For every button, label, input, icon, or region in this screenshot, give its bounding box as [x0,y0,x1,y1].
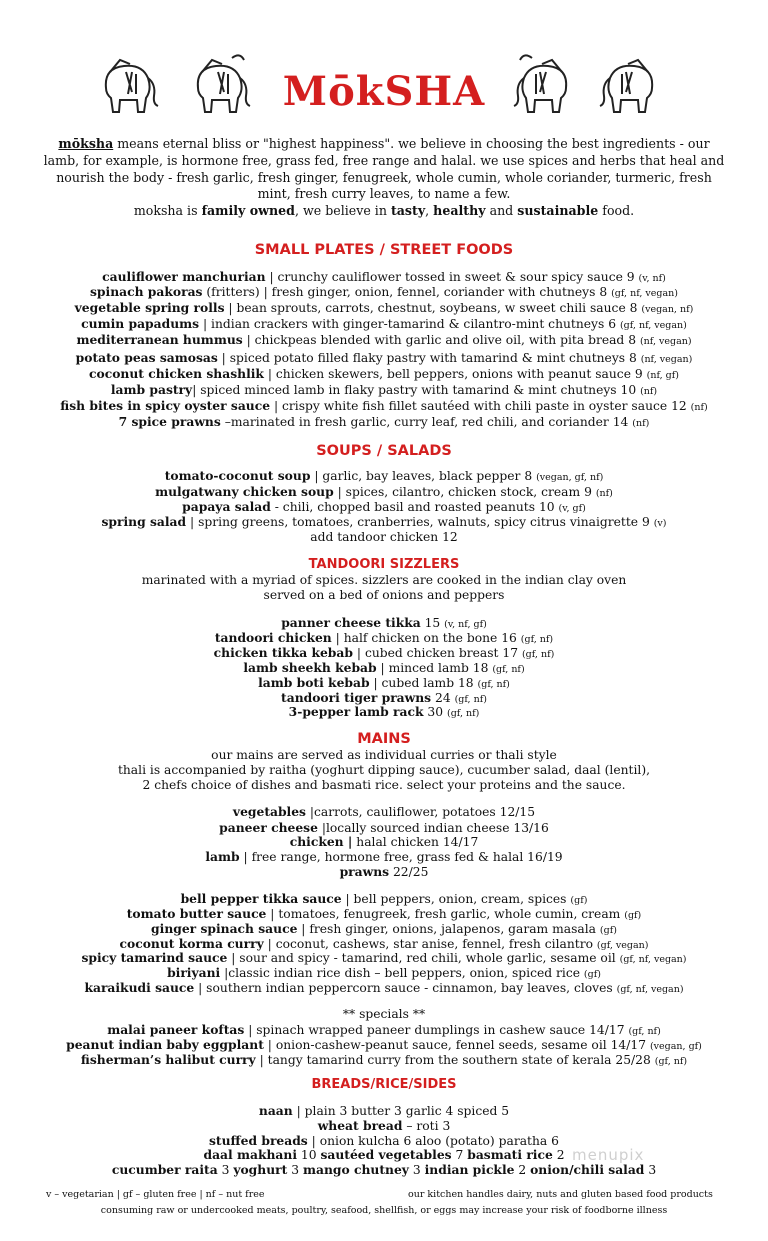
menu-header [0,50,768,130]
item-name: lamb sheekh kebab [243,660,377,675]
item-name: paneer cheese [219,820,318,835]
item-price: 3 [644,1163,657,1177]
bread-line [10,1103,758,1119]
item-desc: | onion-cashew-peanut sauce, fennel seeds, sesame oil 14/17 [263,1038,650,1052]
item-tags: (nf) [632,418,650,429]
item-desc: | fresh ginger, onions, jalapenos, garam masala [297,922,600,936]
item-desc: | chickpeas blended with garlic and olive oil, with pita bread 8 [242,333,640,347]
section-heading-small-plates: SMALL PLATES / STREET FOODS [254,242,514,258]
item-desc: (fritters) | fresh ginger, onion, fennel, coriander with chutneys 8 [202,285,612,299]
item-desc: | indian crackers with ginger-tamarind & cilantro-mint chutneys 6 [199,317,620,331]
item-name: lamb [205,849,240,864]
mains-intro-line: 2 chefs choice of dishes and basmati rice. select your proteins and the sauce. [142,778,626,792]
item-name: tandoori tiger prawns [281,690,432,705]
item-name: mulgatwany chicken soup [155,484,334,499]
item-name: coconut chicken shashlik [89,366,264,381]
item-name: lamb boti kebab [258,675,370,690]
item-name: sautéed vegetables [320,1147,452,1162]
menu-item [10,284,758,301]
item-name: indian pickle [424,1162,515,1177]
item-tags: (gf, nf) [521,649,555,660]
item-desc: 24 [431,691,455,705]
item-desc: | sour and spicy - tamarind, red chili, whole garlic, sesame oil [227,951,620,965]
item-name: vegetables [232,804,306,819]
item-name: panner cheese tikka [281,615,421,630]
item-desc: | half chicken on the bone 16 [331,631,521,645]
item-name: yoghurt [233,1162,288,1177]
item-price: 7 [451,1148,468,1162]
item-tags: (gf, nf, vegan) [616,984,684,995]
item-tags: (gf, nf, vegan) [619,954,687,965]
item-name: wheat bread [317,1118,403,1133]
menu-item [10,332,758,349]
menu-item [10,414,758,431]
item-price: 3 [287,1163,303,1177]
item-price: 10 [297,1148,321,1162]
item-name: spinach pakoras [90,284,203,299]
sides-line [10,1162,758,1178]
intro-bold: family owned [201,203,295,219]
item-tags: (v, nf) [638,273,666,284]
item-tags: (vegan, gf) [649,1041,702,1052]
item-tags: (gf, nf, vegan) [611,288,678,299]
item-tags: (nf, gf) [646,370,679,381]
item-tags: (vegan, gf, nf) [536,472,604,483]
item-desc: add tandoor chicken 12 [310,530,458,544]
sauce-option [10,980,758,997]
mains-intro-line: our mains are served as individual curries or thali style [211,748,557,762]
item-desc: | cubed chicken breast 17 [352,646,522,660]
item-name: chicken tikka kebab [213,645,353,660]
item-desc: | tomatoes, fenugreek, fresh garlic, whole cumin, cream [266,907,625,921]
item-desc: 30 [423,705,447,719]
specials-heading: ** specials ** [342,1007,426,1021]
item-desc: | spiced minced lamb in flaky pastry with tamarind & mint chutneys 10 [192,383,641,397]
sides-line [10,1147,758,1163]
item-desc: | spinach wrapped paneer dumplings in cashew sauce 14/17 [244,1023,629,1037]
menu-item [10,398,758,415]
item-tags: (gf, nf, vegan) [619,320,687,331]
item-desc: | crunchy cauliflower tossed in sweet & sour spicy sauce 9 [265,270,639,284]
item-tags: (gf, nf) [492,664,525,675]
tandoori-intro-line: marinated with a myriad of spices. sizzlers are cooked in the indian clay oven [141,573,627,587]
item-tags: (v) [653,518,667,529]
item-desc: | bean sprouts, carrots, chestnut, soybeans, w sweet chili sauce 8 [224,301,642,315]
intro-bold: sustainable [517,203,599,219]
item-desc: | garlic, bay leaves, black pepper 8 [310,469,537,483]
menu-item [10,316,758,333]
item-tags: (gf, nf) [520,634,554,645]
item-price: 2 [552,1148,565,1162]
item-name: tandoori chicken [214,630,332,645]
intro-bold: healthy [433,203,486,219]
intro-frag: moksha is [133,203,202,219]
item-desc: | free range, hormone free, grass fed & halal 16/19 [239,850,563,864]
item-desc: –marinated in fresh garlic, curry leaf, red chili, and coriander 14 [220,415,633,429]
item-tags: (gf) [570,895,588,906]
item-name: spring salad [101,514,187,529]
item-tags: (gf) [583,969,601,980]
item-tags: (gf, nf) [628,1026,661,1037]
item-name: spicy tamarind sauce [81,950,228,965]
elephant-right-1-icon [512,50,576,118]
protein-option [10,864,758,881]
item-desc: | cubed lamb 18 [369,676,478,690]
item-name: cumin papadums [81,316,200,331]
item-name: basmati rice [467,1147,553,1162]
item-name: onion/chili salad [530,1162,645,1177]
intro-frag: and [485,203,518,219]
item-desc: |locally sourced indian cheese 13/16 [317,821,549,835]
item-name: bell pepper tikka sauce [180,891,342,906]
item-name: daal makhani [203,1147,297,1162]
item-tags: (v, nf, gf) [444,619,487,630]
menu-item [10,704,758,721]
item-name: mediterranean hummus [76,332,243,347]
item-desc: | minced lamb 18 [376,661,493,675]
item-tags: (gf, nf) [654,1056,688,1067]
menu-item [10,468,758,485]
item-price: 2 [514,1163,531,1177]
section-heading-breads: BREADS/RICE/SIDES [311,1077,457,1092]
section-heading-tandoori: TANDOORI SIZZLERS [308,557,460,572]
item-desc: | spices, cilantro, chicken stock, cream 9 [333,485,596,499]
item-desc: | southern indian peppercorn sauce - cinnamon, bay leaves, cloves [194,981,617,995]
intro-bold: tasty [390,203,426,219]
item-tags: (nf, vegan) [640,354,693,365]
item-name: fish bites in spicy oyster sauce [60,398,271,413]
item-name: lamb pastry [110,382,193,397]
item-desc: | tangy tamarind curry from the southern state of kerala 25/28 [255,1053,655,1067]
item-desc: | crispy white fish fillet sautéed with chili paste in oyster sauce 12 [270,399,691,413]
moksha-word: mōksha [58,136,114,151]
item-tags: (nf) [640,386,658,397]
protein-option [10,804,758,821]
intro-text: means eternal bliss or "highest happiness". we believe in choosing the best ingredients - our lamb, for example, is hormone free, grass fed, free range and halal. we use spices and herbs that heal and nourish the body - fresh garlic, fresh ginger, fenugreek, whole cumin, whole coriander, turmeric, fresh mint, fresh curry leaves, to name a few. [43,136,725,202]
item-tags: (gf) [599,925,617,936]
tandoori-intro-line: served on a bed of onions and peppers [263,588,505,602]
item-name: tomato butter sauce [126,906,267,921]
item-name: fisherman’s halibut curry [80,1052,256,1067]
item-desc: |carrots, cauliflower, potatoes 12/15 [305,805,536,819]
item-desc: | plain 3 butter 3 garlic 4 spiced 5 [292,1104,510,1118]
item-price: 3 [217,1163,234,1177]
item-name: naan [258,1103,293,1118]
item-desc: - chili, chopped basil and roasted peanuts 10 [270,500,559,514]
item-desc: 22/25 [389,865,429,879]
item-tags: (gf, vegan) [596,940,649,951]
food-safety-warning: consuming raw or undercooked meats, poultry, seafood, shellfish, or eggs may increase your risk of foodborne illness [100,1205,668,1216]
item-name: ginger spinach sauce [151,921,298,936]
item-name: chicken | [289,834,353,849]
item-name: tomato-coconut soup [164,468,311,483]
item-tags: (nf, vegan) [639,336,692,347]
item-name: stuffed breads [209,1133,308,1148]
menu-item [10,300,758,317]
item-tags: (gf, nf) [477,679,510,690]
restaurant-logo: MōkSHA [282,68,486,115]
special-item [10,1052,758,1069]
item-tags: (gf, nf) [446,708,480,719]
item-tags: (v, gf) [558,503,586,514]
item-desc: | onion kulcha 6 aloo (potato) paratha 6 [307,1134,559,1148]
item-name: vegetable spring rolls [74,300,225,315]
diet-legend: v – vegetarian | gf – gluten free | nf – nut free [46,1189,265,1200]
item-name: biriyani [167,965,221,980]
item-desc: | bell peppers, onion, cream, spices [341,892,571,906]
intro-frag: , [425,203,434,219]
watermark: menupix [572,1146,645,1164]
allergen-note: our kitchen handles dairy, nuts and gluten based food products [408,1189,713,1200]
item-name: karaikudi sauce [84,980,195,995]
item-name: malai paneer koftas [107,1022,245,1037]
item-name: cauliflower manchurian [102,269,266,284]
menu-item [10,366,758,383]
item-desc: | coconut, cashews, star anise, fennel, fresh cilantro [263,937,597,951]
item-name: prawns [339,864,390,879]
intro-frag: , we believe in [294,203,391,219]
intro-line-2 [40,203,728,220]
menu-item-addon [10,529,758,546]
item-tags: (gf) [624,910,642,921]
item-name: 3-pepper lamb rack [288,704,424,719]
section-heading-soups: SOUPS / SALADS [316,443,452,459]
item-desc: |classic indian rice dish – bell peppers, onion, spiced rice [220,966,584,980]
bread-line [10,1118,758,1134]
item-name: papaya salad [182,499,271,514]
item-tags: (nf) [690,402,708,413]
item-price: 3 [408,1163,425,1177]
item-desc: – roti 3 [402,1119,451,1133]
item-desc: 15 [420,616,445,630]
item-desc: | spring greens, tomatoes, cranberries, walnuts, spicy citrus vinaigrette 9 [186,515,654,529]
intro-frag: food. [598,203,635,219]
item-desc: halal chicken 14/17 [352,835,479,849]
mains-intro-line: thali is accompanied by raitha (yoghurt dipping sauce), cucumber salad, daal (lentil), [117,763,651,777]
item-name: mango chutney [302,1162,409,1177]
item-desc: | spiced potato filled flaky pastry with tamarind & mint chutneys 8 [217,351,641,365]
item-tags: (nf) [595,488,613,499]
item-name: potato peas samosas [75,350,218,365]
item-name: peanut indian baby eggplant [66,1037,264,1052]
item-name: 7 spice prawns [118,414,221,429]
intro-paragraph [40,136,728,220]
item-tags: (vegan, nf) [641,304,694,315]
item-name: cucumber raita [111,1162,218,1177]
menu-item [10,350,758,367]
menu-item [10,382,758,399]
elephant-right-2-icon [598,50,662,118]
intro-line-1 [40,136,728,203]
section-heading-mains: MAINS [357,731,411,747]
item-name: coconut korma curry [119,936,264,951]
item-tags: (gf, nf) [454,694,487,705]
item-desc: | chicken skewers, bell peppers, onions with peanut sauce 9 [263,367,647,381]
